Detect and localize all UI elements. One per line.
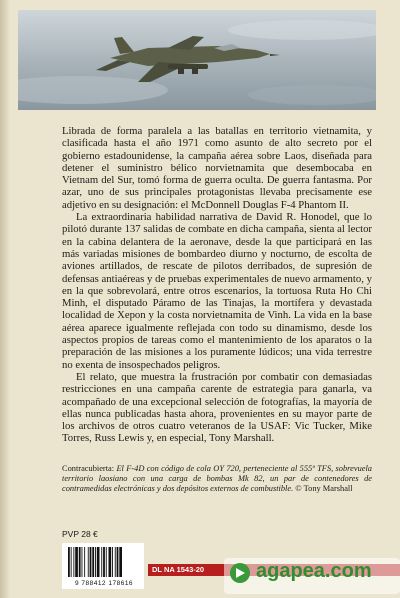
barcode-bar bbox=[79, 547, 81, 577]
barcode-bar bbox=[106, 547, 107, 577]
isbn-barcode bbox=[62, 543, 144, 589]
spine-shadow bbox=[0, 0, 10, 598]
barcode-bar bbox=[117, 547, 119, 577]
caption-lead: Contracubierta: bbox=[62, 464, 115, 473]
synopsis-paragraph-3: El relato, que muestra la frustración por combatir con demasiadas restricciones en una campaña carente de estrategia para ganarla, va acompañado de una excepcional selección de fotografías, la mayoría de ellas nunca publicadas hasta ahora, provenientes en su mayor parte de los archivos de otros cuatro veteranos de la USAF: Vic Tucker, Mike Torres, Russ Lewis y, en especial, Tony Marshall. bbox=[62, 370, 372, 445]
barcode-bar bbox=[109, 547, 112, 577]
barcode-bar bbox=[119, 547, 122, 577]
price-label: PVP 28 € bbox=[62, 529, 98, 539]
barcode-bar bbox=[112, 547, 113, 577]
photo-caption bbox=[62, 464, 372, 495]
barcode-bar bbox=[103, 547, 105, 577]
caption-body: El F-4D con código de cola OY 720, perteneciente al 555º TFS, sobrevuela territorio laosiano con una carga de bombas Mk 82, un par de contenedores de contramedidas electrónicas y dos depósitos externos de combustible. bbox=[62, 464, 372, 494]
barcode-bar bbox=[71, 547, 72, 577]
barcode-bar bbox=[97, 547, 100, 577]
barcode-bar bbox=[88, 547, 89, 577]
barcode-bar bbox=[73, 547, 74, 577]
synopsis-paragraph-2: La extraordinaria habilidad narrativa de David R. Honodel, que lo pilotó durante 137 salidas de combate en dicha campaña, sienta al lector en la cabina delantera de la aeronave, desde la que participará en las más variadas misiones de bombardeo diurno y nocturno, de escolta de aviones artillados, de rescate de pilotos derribados, de supresión de defensas antiaéreas y de pruebas experimentales de nuevo armamento, y en la que sobrevolará, entre otros escenarios, la tortuosa Ruta Ho Chi Minh, el disputado Páramo de las Tinajas, la mortífera y devastada localidad de Xepon y la costa norvietnamita de Vinh. La vida en la base aérea aparece igualmente reflejada con todo su dinamismo, desde los aspectos propios de tareas como el mantenimiento de los aparatos o la preparación de las misiones a los puramente lúdicos; una vida terrestre no exenta de insospechados peligros. bbox=[62, 211, 372, 371]
barcode-icon bbox=[68, 547, 138, 579]
watermark-text: agapea.com bbox=[256, 560, 372, 582]
barcode-bar bbox=[84, 547, 85, 577]
barcode-bar bbox=[75, 547, 78, 577]
caption-credit: © Tony Marshall bbox=[295, 484, 353, 494]
barcode-bar bbox=[90, 547, 92, 577]
jet-illustration bbox=[18, 10, 376, 110]
barcode-bar bbox=[115, 547, 116, 577]
barcode-bar bbox=[92, 547, 94, 577]
agapea-logo-icon bbox=[228, 561, 252, 585]
barcode-bar bbox=[68, 547, 70, 577]
cover-photo bbox=[18, 10, 376, 110]
synopsis-text bbox=[62, 125, 372, 445]
barcode-bar bbox=[95, 547, 96, 577]
legal-deposit-text: DL NA 1543-20 bbox=[152, 565, 205, 574]
barcode-bar bbox=[82, 547, 83, 577]
synopsis-paragraph-1: Librada de forma paralela a las batallas en territorio vietnamita, y clasificada hasta el año 1971 como asunto de alto secreto por el gobierno estadounidense, la campaña aérea sobre Laos, diseñada para detener el suministro bélico norvietnamita que desembocaba en Vietnam del Sur, tomó forma de guerra oculta. De guerra fantasma. Por azar, uno de sus principales protagonistas llevaba precisamente ese adjetivo en su designación: el McDonnell Douglas F-4 Phantom II. bbox=[62, 125, 372, 211]
barcode-bar bbox=[101, 547, 102, 577]
isbn-number: 9 788412 178616 bbox=[74, 580, 134, 587]
